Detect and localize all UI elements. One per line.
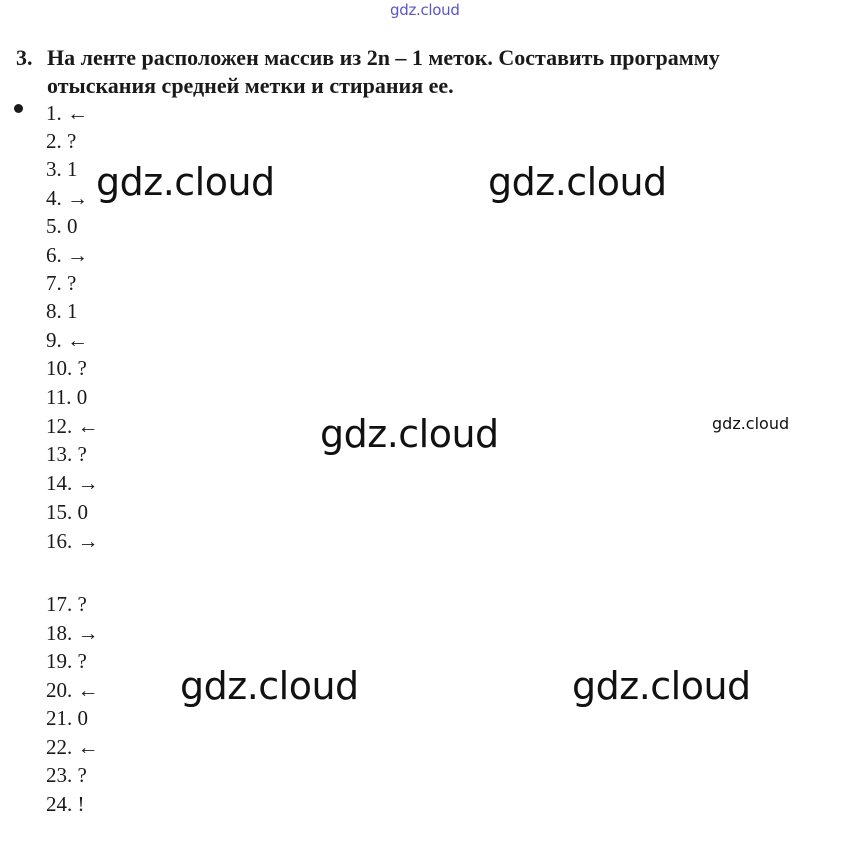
watermark-small: gdz.cloud <box>712 414 790 433</box>
step-17: 17. ? <box>46 592 87 616</box>
watermark-top: gdz.cloud <box>390 1 460 19</box>
step-3: 3. 1 <box>46 157 78 181</box>
step-8: 8. 1 <box>46 299 78 323</box>
step-18: 18. → <box>46 621 99 645</box>
step-4: 4. → <box>46 186 88 210</box>
step-10: 10. ? <box>46 356 87 380</box>
step-15: 15. 0 <box>46 500 88 524</box>
step-6: 6. → <box>46 243 88 267</box>
step-1: 1. ← <box>46 101 88 125</box>
list-bullet <box>14 104 23 113</box>
step-23: 23. ? <box>46 763 87 787</box>
watermark-big-1: gdz.cloud <box>96 160 275 204</box>
task-text: На ленте расположен массив из 2n – 1 меток. Составить программу отыскания средней метки и стирания ее. <box>47 45 720 98</box>
step-7: 7. ? <box>46 271 77 295</box>
step-13: 13. ? <box>46 442 87 466</box>
task-statement <box>16 44 826 100</box>
watermark-big-3: gdz.cloud <box>320 412 499 456</box>
watermark-big-4: gdz.cloud <box>180 664 359 708</box>
task-number: 3. <box>16 45 33 70</box>
step-22: 22. ← <box>46 735 99 759</box>
step-20: 20. ← <box>46 678 99 702</box>
step-2: 2. ? <box>46 129 77 153</box>
step-9: 9. ← <box>46 328 88 352</box>
watermark-big-5: gdz.cloud <box>572 664 751 708</box>
step-11: 11. 0 <box>46 385 88 409</box>
step-19: 19. ? <box>46 649 87 673</box>
step-14: 14. → <box>46 471 99 495</box>
watermark-big-2: gdz.cloud <box>488 160 667 204</box>
step-24: 24. ! <box>46 792 85 816</box>
step-5: 5. 0 <box>46 214 78 238</box>
step-21: 21. 0 <box>46 706 88 730</box>
step-16: 16. → <box>46 529 99 553</box>
step-12: 12. ← <box>46 414 99 438</box>
